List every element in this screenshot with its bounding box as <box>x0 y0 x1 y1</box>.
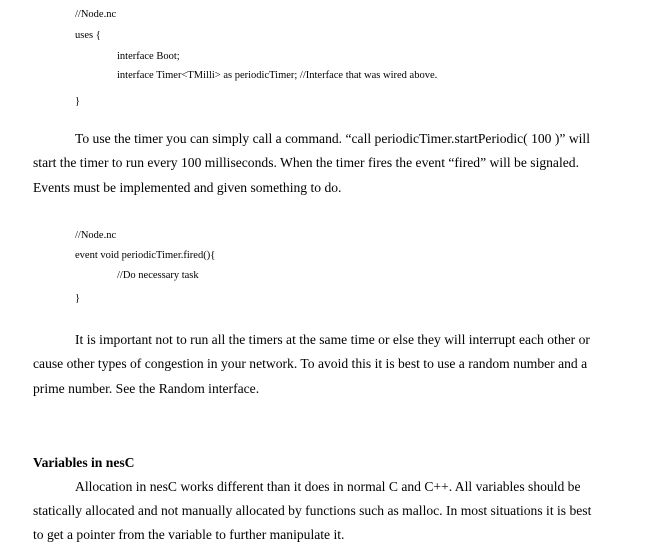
paragraph-line: To use the timer you can simply call a command. “call periodicTimer.startPeriodic( 100 )” will <box>75 131 590 146</box>
code-comment: //Node.nc <box>75 230 117 241</box>
paragraph-line: to get a pointer from the variable to further manipulate it. <box>33 527 345 542</box>
code-comment: //Do necessary task <box>117 270 199 281</box>
code-comment: //Node.nc <box>75 9 117 20</box>
paragraph-line: It is important not to run all the timers at the same time or else they will interrupt each other or <box>75 332 590 347</box>
code-line: } <box>75 293 81 304</box>
section-heading: Variables in nesC <box>33 455 135 470</box>
paragraph-line: cause other types of congestion in your network. To avoid this it is best to use a random number and a <box>33 356 588 371</box>
paragraph-line: start the timer to run every 100 milliseconds. When the timer fires the event “fired” will be signaled. <box>33 155 579 170</box>
paragraph-line: statically allocated and not manually allocated by functions such as malloc. In most situations it is best <box>33 503 592 518</box>
code-line: event void periodicTimer.fired(){ <box>75 250 216 261</box>
code-line: uses { <box>75 30 101 41</box>
paragraph-line: prime number. See the Random interface. <box>33 381 260 396</box>
code-line: } <box>75 96 81 107</box>
paragraph-line: Events must be implemented and given something to do. <box>33 180 342 195</box>
code-line: interface Boot; <box>117 51 180 62</box>
code-line: interface Timer<TMilli> as periodicTimer; //Interface that was wired above. <box>117 70 438 81</box>
paragraph-line: Allocation in nesC works different than it does in normal C and C++. All variables should be <box>75 479 581 494</box>
